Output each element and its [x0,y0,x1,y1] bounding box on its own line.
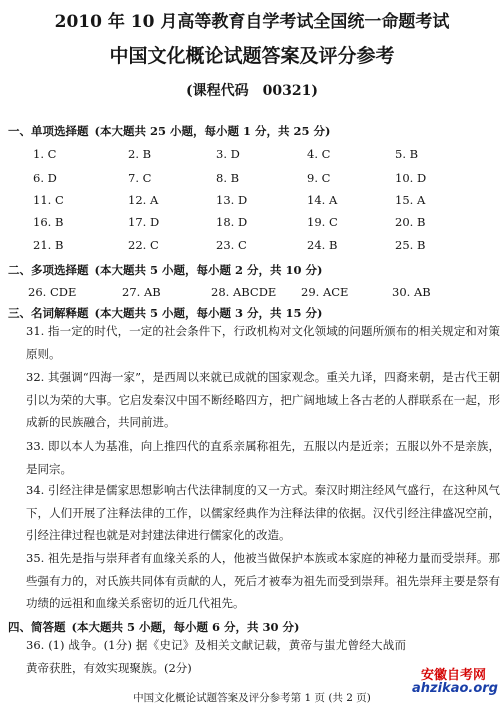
answer-cell: 3. D [216,147,240,161]
exam-title: 2010 年 10 月高等教育自学考试全国统一命题考试 [54,12,450,32]
answer-cell: 16. B [33,215,64,229]
section-title: 四、简答题 [8,620,66,634]
watermark-text: 安徽自考网 [420,668,486,683]
answer-cell: 24. B [307,238,338,252]
answer-cell: 4. C [307,147,331,161]
section-single-choice-heading [8,123,330,139]
answer-cell: 7. C [128,171,152,185]
section-title: 三、名词解释题 [8,306,89,320]
section-note: (本大题共 5 小题，每小题 2 分，共 10 分) [94,263,323,277]
answer-cell: 6. D [33,171,57,185]
section-title: 二、多项选择题 [8,263,89,277]
answer-row [0,147,504,167]
answer-cell: 12. A [128,193,159,207]
answer-cell: 27. AB [122,285,161,299]
answer-paragraph: 31. 指一定的时代，一定的社会条件下，行政机构对文化领域的问题所颁布的相关规定和对策原则。 [26,324,500,361]
answer-cell: 8. B [216,171,240,185]
answer-row [0,215,504,235]
section-multiple-choice-heading [8,262,322,278]
answer-paragraph: 32. 其强调“四海一家”，是西周以来就已成就的国家观念。重关九译，四裔来朝，是古代王朝引以为荣的大事。它启发秦汉中国不断经略四方，把广阔地域上各古老的人群联系在一起，形成新的民族融合，共同前进。 [26,370,500,429]
watermark-url: ahzikao.org [412,681,498,696]
answer-row [0,285,504,305]
answer-cell: 9. C [307,171,331,185]
answer-cell: 2. B [128,147,152,161]
answer-cell: 28. ABCDE [211,285,277,299]
course-code: (课程代码 00321) [186,83,318,99]
answer-cell: 17. D [128,215,160,229]
answer-cell: 22. C [128,238,159,252]
answer-cell: 10. D [395,171,427,185]
answer-cell: 25. B [395,238,426,252]
answer-paragraph: 34. 引经注律是儒家思想影响古代法律制度的又一方式。秦汉时期注经风气盛行，在这种风气下，人们开展了注释法律的工作，以儒家经典作为注释法律的依据。汉代引经注律盛况空前，引经注律过程也就是对封建法律进行儒家化的改造。 [26,483,500,542]
answer-cell: 15. A [395,193,426,207]
answer-cell: 5. B [395,147,419,161]
section-note: (本大题共 5 小题，每小题 6 分，共 30 分) [71,620,300,634]
answer-cell: 11. C [33,193,64,207]
page-footer: 中国文化概论试题答案及评分参考第 1 页 (共 2 页) [133,692,371,704]
site-watermark-logo [394,664,498,704]
answer-paragraph: 33. 即以本人为基准，向上推四代的直系亲属称祖先，五服以内是近亲；五服以外不是亲族，是同宗。 [26,439,500,476]
answer-cell: 20. B [395,215,426,229]
answer-row [0,193,504,213]
answer-cell: 21. B [33,238,64,252]
answer-row [0,238,504,258]
section-note: (本大题共 25 小题，每小题 1 分，共 25 分) [94,124,331,138]
document-title: 中国文化概论试题答案及评分参考 [109,45,395,67]
section-short-answer-heading [8,619,299,635]
section-note: (本大题共 5 小题，每小题 3 分，共 15 分) [94,306,323,320]
answer-cell: 30. AB [392,285,431,299]
answer-row [0,171,504,191]
section-title: 一、单项选择题 [8,124,89,138]
answer-paragraph: 36. (1) 战争。(1分) 据《史记》及相关文献记载，黄帝与蚩尤曾经大战而黄帝获胜，有效实现聚族。(2分) [26,638,406,675]
answer-paragraph: 35. 祖先是指与崇拜者有血缘关系的人，他被当做保护本族或本家庭的神秘力量而受崇拜。那些强有力的，对氏族共同体有贡献的人，死后才被奉为祖先而受到崇拜。祖先崇拜主要是祭有功绩的远祖和血缘关系密切的近几代祖先。 [26,551,500,610]
answer-cell: 13. D [216,193,248,207]
answer-cell: 19. C [307,215,338,229]
answer-cell: 29. ACE [301,285,349,299]
answer-cell: 14. A [307,193,338,207]
answer-cell: 23. C [216,238,247,252]
answer-cell: 18. D [216,215,248,229]
answer-cell: 1. C [33,147,57,161]
answer-cell: 26. CDE [28,285,77,299]
section-term-explanation-heading [8,305,322,321]
